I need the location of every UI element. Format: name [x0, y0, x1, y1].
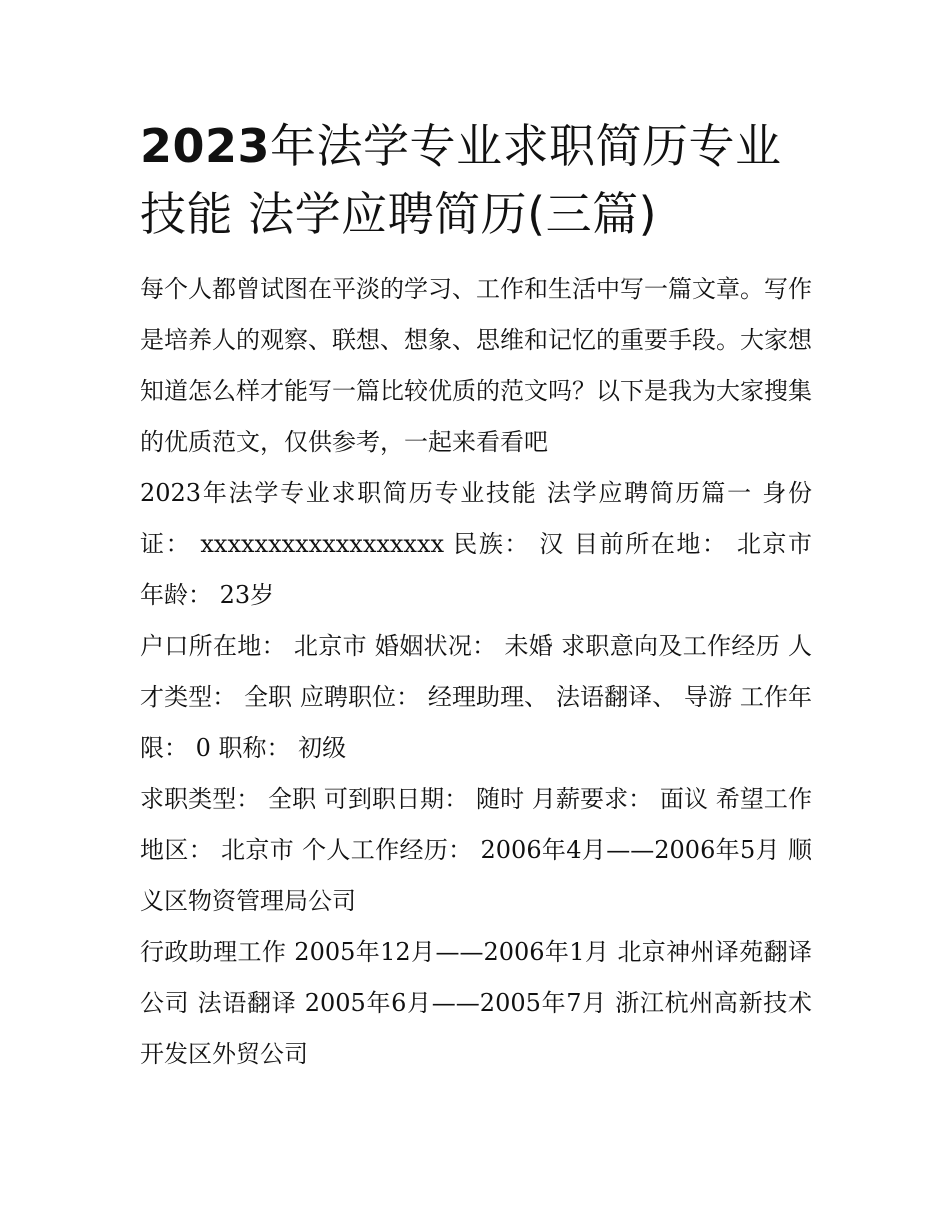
document-title: [140, 112, 812, 248]
title-spacer: [140, 248, 812, 264]
resume-paragraph-identity: 2023年法学专业求职简历专业技能 法学应聘简历篇一 身份证： xxxxxxxxxxxxxxxxxx 民族： 汉 目前所在地： 北京市 年龄： 23岁: [140, 479, 812, 609]
resume-paragraph-job-intent: 求职类型： 全职 可到职日期： 随时 月薪要求： 面议 希望工作地区： 北京市 个人工作经历： 2006年4月——2006年5月 顺义区物资管理局公司: [140, 785, 812, 915]
intro-paragraph: 每个人都曾试图在平淡的学习、工作和生活中写一篇文章。写作是培养人的观察、联想、想象、思维和记忆的重要手段。大家想知道怎么样才能写一篇比较优质的范文吗？以下是我为大家搜集的优质范文，仅供参考，一起来看看吧: [140, 275, 812, 456]
resume-paragraph-work-history: 行政助理工作 2005年12月——2006年1月 北京神州译苑翻译公司 法语翻译 2005年6月——2005年7月 浙江杭州高新技术开发区外贸公司: [140, 938, 812, 1068]
resume-paragraph-household: 户口所在地： 北京市 婚姻状况： 未婚 求职意向及工作经历 人才类型： 全职 应聘职位： 经理助理、 法语翻译、 导游 工作年限： 0 职称： 初级: [140, 632, 812, 762]
title-year: 2023: [140, 119, 271, 173]
title-text: 年法学专业求职简历专业技能 法学应聘简历(三篇): [140, 119, 782, 241]
document-page: [140, 112, 812, 1080]
